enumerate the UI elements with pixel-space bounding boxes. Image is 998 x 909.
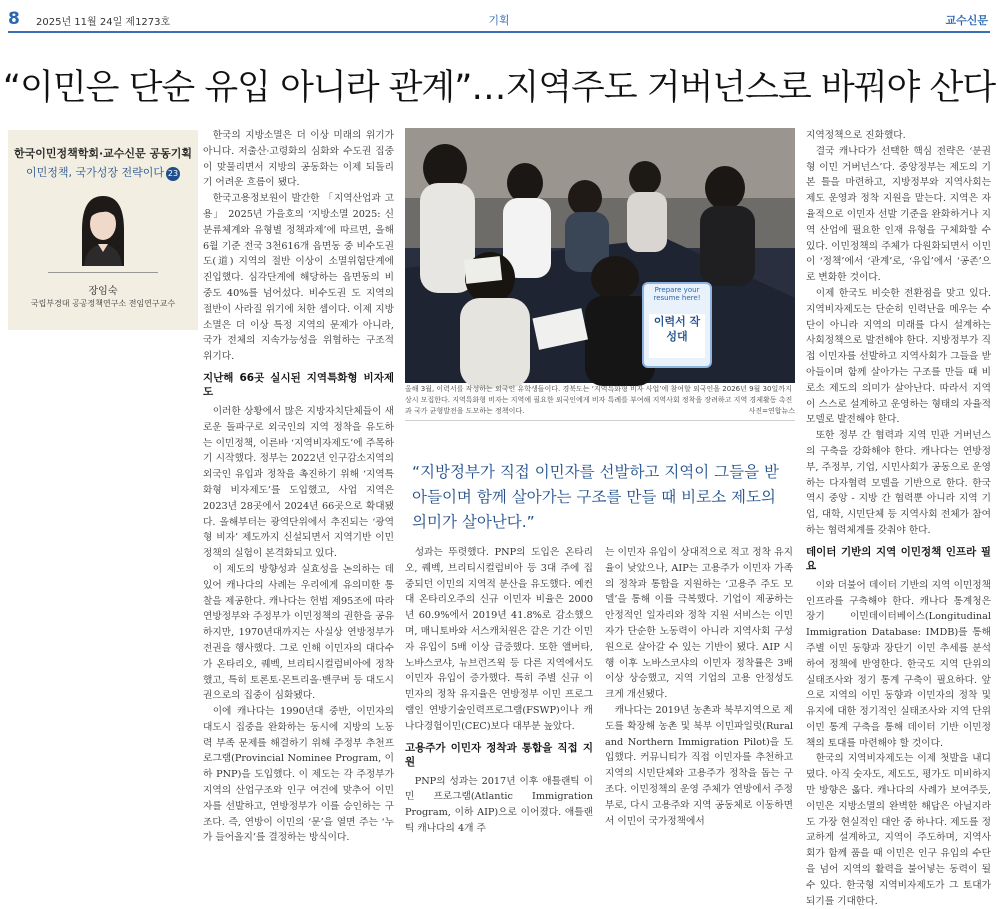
paragraph: 이제 한국도 비슷한 전환점을 맞고 있다. 지역비자제도는 단순히 인력난을 메우는 수단이 아니라 지역의 미래를 다시 설계하는 사회정책으로 발전해야 한다. 지방정부가 직접 이민자를 선발하고 지역사회가 그들을 받아들이며 함께 살아가는 구조를 만들 때 비로소 제도의 의미가 살아난다. 따라서 지역이 스스로 설계하고 운영하는 형태의 자율적 모델로 발전해야 한다. [806,287,991,426]
photo-sign [643,286,711,344]
paragraph: 이러한 상황에서 많은 지방자치단체들이 새로운 돌파구로 외국인의 지역 정착을 유도하는 이민정책, 이른바 ‘지역비자제도’에 주목하기 시작했다. 정부는 2022년 인구감소지역의 외국인 유입과 정착을 촉진하기 위해 ‘지역특화형 비자제도’를 도입했고, 사업 지역은 2023년 28곳에서 2024년 66곳으로 확대됐다. 올해부터는 광역단위에서 추진되는 ‘광역형 비자’ 제도까지 신설되면서 지역기반 이민정책의 실험이 본격화되고 있다. [203,405,394,560]
article-photo [405,128,795,383]
paragraph: 성과는 뚜렷했다. PNP의 도입은 온타리오, 퀘벡, 브리티시컬럼비아 등 3대 주에 집중되던 이민의 지역적 분산을 유도했다. 예컨대 온타리오주의 신규 이민자 비율은 2000년 60.9%에서 2019년 41.8%로 감소했으며, 매니토바와 서스캐처원은 같은 기간 이민자 유입이 5배 이상 급증했다. 또한 앨버타, 노바스코샤, 뉴브런즈윅 등 다른 지역에서도 이민자 유입이 증가했다. 특히 주별 신규 이민자의 정착 유지율은 연방정부 이민 프로그램인 연방기술인력프로그램(FSWP)이나 캐나다경험이민(CEC)보다 대부분 높았다. [405,547,593,732]
section-label: 기획 [488,14,510,27]
subheading: 고용주가 이민자 정착과 통합을 직접 지원 [405,741,593,768]
paragraph: 캐나다는 2019년 농촌과 북부지역으로 제도를 확장해 농촌 및 북부 이민파일럿(Rural and Northern Immigration Pilot)을 도입했다. 커뮤니티가 직접 이민자를 추천하고 지역의 시민단체와 고용주가 정착을 돕는 구조다. 이민정책의 운영 주체가 연방에서 주정부로, 다시 고용주와 지역 공동체로 이동하면서 이민이 국가정책에서 [605,704,793,827]
paragraph: 한국의 지방소멸은 더 이상 미래의 위기가 아니다. 저출산·고령화의 심화와 수도권 집중이 맞물리면서 지방의 공동화는 이제 되돌리기 어려운 흐름이 됐다. [203,130,394,189]
subheading: 데이터 기반의 지역 이민정책 인프라 필요 [806,545,991,572]
article-column-2 [405,545,593,834]
author-photo [68,190,138,266]
photo-caption [405,384,795,417]
article-column-3 [605,545,793,827]
paragraph: PNP의 성과는 2017년 이후 애틀랜틱 이민 프로그램(Atlantic Immigration Program, 이하 AIP)으로 이어졌다. 애틀랜틱 캐나다의 4개 주 [405,775,593,834]
article-column-1 [203,128,394,844]
sign-main-text: 이력서 작성대 [653,315,701,343]
paragraph: 이와 더불어 데이터 기반의 지역 이민정책 인프라를 구축해야 한다. 캐나다 통계청은 장기 이민데이터베이스(Longitudinal Immigration Database: IMDB)를 통해 주별 이민 동향과 장단기 이민 추세를 분석하여 정책에 반영한다. 한국도 지역 단위의 실태조사와 정기 통계 구축이 필요하다. 앞으로 지역의 이민 동향과 이민자의 정착 및 유지에 대한 정기적인 실태조사와 지역 단위 이민 통계 구축을 통해 데이터 기반 이민정책의 토대를 마련해야 할 것이다. [806,579,991,749]
header-rule [8,31,990,33]
author-name: 장임숙 [88,286,118,297]
paragraph: 이 제도의 방향성과 실효성을 논의하는 데 있어 캐나다의 사례는 우리에게 유의미한 통찰을 제공한다. 캐나다는 헌법 제95조에 따라 연방정부와 주정부가 이민정책의 권한을 공유하지만, 1970년대까지는 사실상 연방정부가 전권을 행사했다. 그로 인해 이민자의 대다수가 온타리오, 퀘벡, 브리티시컬럼비아에 정착했고, 특히 토론토·몬트리올·밴쿠버 등 대도시권으로의 집중이 심화됐다. [203,563,394,702]
photo-credit: 사진=연합뉴스 [748,407,795,415]
paragraph: 결국 캐나다가 선택한 핵심 전략은 ‘분권형 이민 거버넌스’다. 중앙정부는 제도의 기본 틀을 마련하고, 지방정부와 지역사회는 제도 운영과 정착 지원을 맡는다. 지역은 자율적으로 이민자 선발 기준을 완화하거나 지역 산업에 필요한 인재 유형을 구체화할 수 있다. 이민정책의 주체가 다원화되면서 이민이 ‘정책’에서 ‘관계’로, ‘유입’에서 ‘공존’으로 변화한 것이다. [806,145,991,284]
caption-rule [405,420,795,421]
paragraph: 한국의 지역비자제도는 이제 첫발을 내디뎠다. 아직 숫자도, 제도도, 평가도 미비하지만 방향은 옳다. 캐나다의 사례가 보여주듯, 이민은 지방소멸의 완벽한 해답은 아닐지라도 가장 현실적인 대안 중 하나다. 제도를 정교하게 설계하고, 지역이 주도하며, 지역사회가 함께 품을 때 이민은 인구 유입의 수단을 넘어 지역의 활력을 불어넣는 동력이 될 수 있다. 한국형 지역비자제도가 그 토대가 되기를 기대한다. [806,753,991,907]
article-column-4 [806,128,991,907]
author-affiliation: 국립부경대 공공정책연구소 전임연구교수 [30,299,176,308]
series-box [8,130,198,330]
article-headline: “이민은 단순 유입 아니라 관계”…지역주도 거버넌스로 바꿔야 산다 [2,68,996,108]
series-number-badge: 23 [166,167,180,181]
series-subtitle [8,164,198,181]
page-number: 8 [8,9,20,29]
sign-top-text: Prepare your resume here! [653,286,701,302]
paragraph: 는 이민자 유입이 상대적으로 적고 정착 유지율이 낮았으나, AIP는 고용주가 이민자 가족의 정착과 통합을 지원하는 ‘고용주 주도 모델’을 통해 이를 극복했다. 기업이 제공하는 안정적인 일자리와 정착 지원 서비스는 이민자가 단순한 노동력이 아니라 지역사회 구성원으로 살아갈 수 있는 기반이 됐다. AIP 시행 이후 노바스코샤의 이민자 정착률은 3배 이상 상승했고, 지역 기업의 고용 안정성도 크게 개선됐다. [605,547,793,701]
subheading: 지난해 66곳 실시된 지역특화형 비자제도 [203,371,394,398]
paragraph: 이에 캐나다는 1990년대 중반, 이민자의 대도시 집중을 완화하는 동시에 지방의 노동력 부족 문제를 해결하기 위해 주정부 추천프로그램(Provincial Nominee Program, 이하 PNP)을 도입했다. 이 제도는 각 주정부가 지역의 산업구조와 인구 여건에 맞추어 이민자를 선발하고, 연방정부가 이를 승인하는 구조다. 즉, 연방이 이민의 ‘문’을 열면 주는 ‘누가 들어올지’를 결정하는 방식이다. [203,706,394,844]
paragraph: 한국고용정보원이 발간한 「지역산업과 고용」 2025년 가을호의 ‘지방소멸 2025: 신분류체계와 유형별 정책과제’에 따르면, 올해 6월 기준 전국 3천616개 읍면동 중 비수도권 도(道) 지역의 절반 이상이 소멸위험단계에 진입했다. 심각단계에 해당하는 읍면동의 비중도 40%를 넘어섰다. 비수도권 도 지역의 절반이 사라질 위기에 처한 셈이다. 이제 지방소멸은 더 이상 특정 지역의 문제가 아니라, 국가 전체의 지속가능성을 위협하는 구조적 위기다. [203,193,394,363]
pull-quote: “지방정부가 직접 이민자를 선발하고 지역이 그들을 받아들이며 함께 살아가는 구조를 만들 때 비로소 제도의 의미가 살아난다.” [412,463,779,531]
paragraph: 또한 정부 간 협력과 지역 민관 거버넌스의 구축을 강화해야 한다. 캐나다는 연방정부, 주정부, 기업, 시민사회가 공동으로 운영하는 다자협력 모델을 기반으로 한다. 한국 역시 중앙 - 지방 간 협력뿐 아니라 지역 기업, 대학, 시민단체 등 지역사회 전체가 참여하는 협력체계를 갖춰야 한다. [806,430,991,536]
caption-text: 올해 3월, 이력서를 작성하는 외국인 유학생들이다. 경북도는 ‘지역특화형 비자 사업’에 참여할 외국인을 2026년 9월 30일까지 상시 모집한다. 지역특화형 비자는 지역에 필요한 외국인에게 비자 특례를 부여해 지역사회 정착을 장려하고 지역 경제활동 촉진과 국가 균형발전을 도모하는 정책이다. [405,385,793,415]
issue-date: 2025년 11월 24일 제1273호 [36,17,171,28]
publication-name: 교수신문 [945,14,988,27]
series-subtitle-text: 이민정책, 국가성장 전략이다 [25,166,164,179]
series-title: 한국이민정책학회·교수신문 공동기획 [13,147,193,160]
series-divider [48,272,158,273]
page-header [0,0,998,34]
paragraph: 지역정책으로 진화했다. [806,130,906,141]
